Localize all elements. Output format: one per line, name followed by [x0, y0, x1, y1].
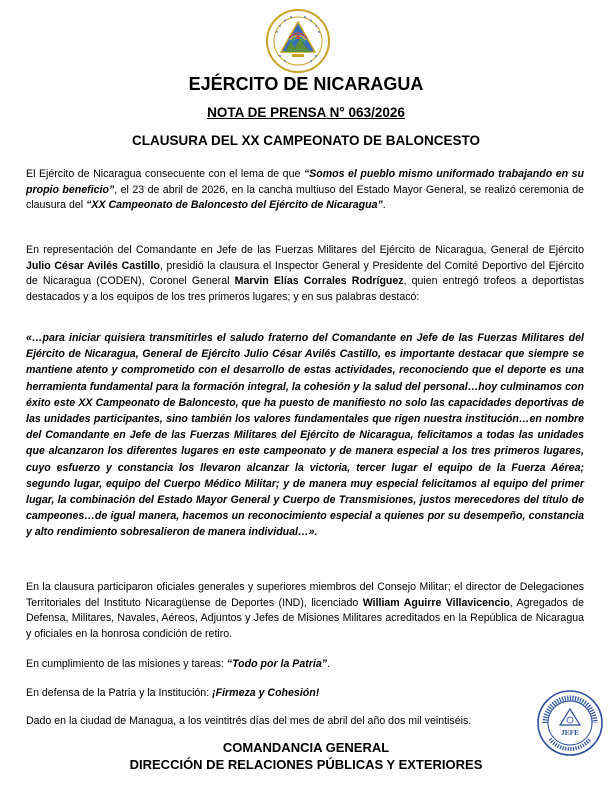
text-run: , presidió la clausura el Inspector General y Presidente del Comité Deportivo del Ejército de Nicaragua (CODEN), Coronel General: [26, 259, 585, 288]
text-run: En representación del Comandante en Jefe de las Fuerzas Militares del Ejército de Nicaragua, General de Ejército: [26, 244, 584, 256]
motto-quote: ¡Firmeza y Cohesión!: [212, 687, 320, 699]
text-run: .: [382, 199, 386, 212]
paragraph-date-place: Dado en la ciudad de Managua, a los veintitrés días del mes de abril del año dos mil veintiséis.: [26, 715, 472, 727]
official-stamp-icon: [536, 689, 604, 757]
paragraph-intro: [26, 167, 584, 214]
paragraph-representation: [26, 243, 584, 305]
stamp-label: JEFE: [560, 728, 580, 737]
text-run: En defensa de la Patria y la Institución:: [26, 687, 213, 699]
person-name: Julio César Avilés Castillo: [26, 259, 160, 272]
motto-quote: “Somos el pueblo mismo uniformado trabajando en su propio beneficio”: [26, 168, 584, 196]
paragraph-attendees: [26, 580, 584, 642]
text-run: , quien entregó trofeos a deportistas destacados y a los equipos de los tres primeros lugares; y en sus palabras destacó:: [26, 275, 584, 303]
text-run: El Ejército de Nicaragua consecuente con el lema de que: [26, 168, 304, 180]
text-run: .: [327, 658, 330, 670]
press-note-number: NOTA DE PRENSA N° 063/2026: [207, 105, 405, 120]
paragraph-missions: [26, 657, 584, 673]
person-name: William Aguirre Villavicencio: [362, 596, 510, 609]
paragraph-speech-quote: «…para iniciar quisiera transmitirles el saludo fraterno del Comandante en Jefe de las Fuerzas Militares del Ejército de Nicaragua, General de Ejército Julio César Avilés Castillo, es importante destacar que siempre se mantiene atento y comprometido con el desarrollo de estas actividades, reconociendo que el deporte es una herramienta fundamental para la formación integral, la cohesión y la salud del personal…hoy culminamos con éxito este XX Campeonato de Baloncesto, que ha puesto de manifiesto no solo las capacidades deportivas de las unidades participantes, sino también los valores fundamentales que rigen nuestra institución…en nombre del Comandante en Jefe de las Fuerzas Militares del Ejército de Nicaragua, felicitamos a todas las unidades que alcanzaron los diferentes lugares en este campeonato y de manera especial a los tres primeros lugares, cuyo esfuerzo y constancia los llevaron alcanzar la victoria, tercer lugar el equipo de la Fuerza Aérea; segundo lugar, equipo del Cuerpo Médico Militar; y de manera muy especial felicitamos al equipo del primer lugar, la combinación del Estado Mayor General y Cuerpo de Transmisiones, justos merecedores del título de campeones…de igual manera, hacemos un reconocimiento especial a quienes por su desempeño, constancia y alto rendimiento sobresalieron de manera individual…».: [26, 332, 584, 539]
text-run: En la clausura participaron oficiales generales y superiores miembros del Consejo Militar; el director de Delegaciones Territoriales del Instituto Nicaragüense de Deportes (IND), licenciado: [26, 581, 584, 609]
event-name: “XX Campeonato de Baloncesto del Ejército de Nicaragua”: [86, 199, 383, 212]
organization-title: EJÉRCITO DE NICARAGUA: [188, 74, 424, 94]
text-run: , Agregados de Defensa, Militares, Navales, Aéreos, Adjuntos y Jefes de Misiones Militares acreditados en la República de Nicaragua y oficiales en la honrosa condición de retiro.: [26, 596, 584, 640]
text-run: , el 23 de abril de 2026, en la cancha multiuso del Estado Mayor General, se realizó ceremonia de clausura del: [26, 183, 584, 212]
headline: CLAUSURA DEL XX CAMPEONATO DE BALONCESTO: [131, 133, 481, 148]
nicaragua-coat-of-arms-icon: [265, 8, 331, 74]
text-run: En cumplimiento de las misiones y tareas:: [26, 658, 227, 670]
motto-quote: “Todo por la Patria”: [226, 658, 328, 670]
footer-department: DIRECCIÓN DE RELACIONES PÚBLICAS Y EXTERIORES: [129, 757, 483, 772]
paragraph-defense: [26, 686, 584, 702]
footer-command: COMANDANCIA GENERAL: [222, 740, 390, 755]
person-name: Marvin Elías Corrales Rodríguez: [234, 275, 404, 288]
